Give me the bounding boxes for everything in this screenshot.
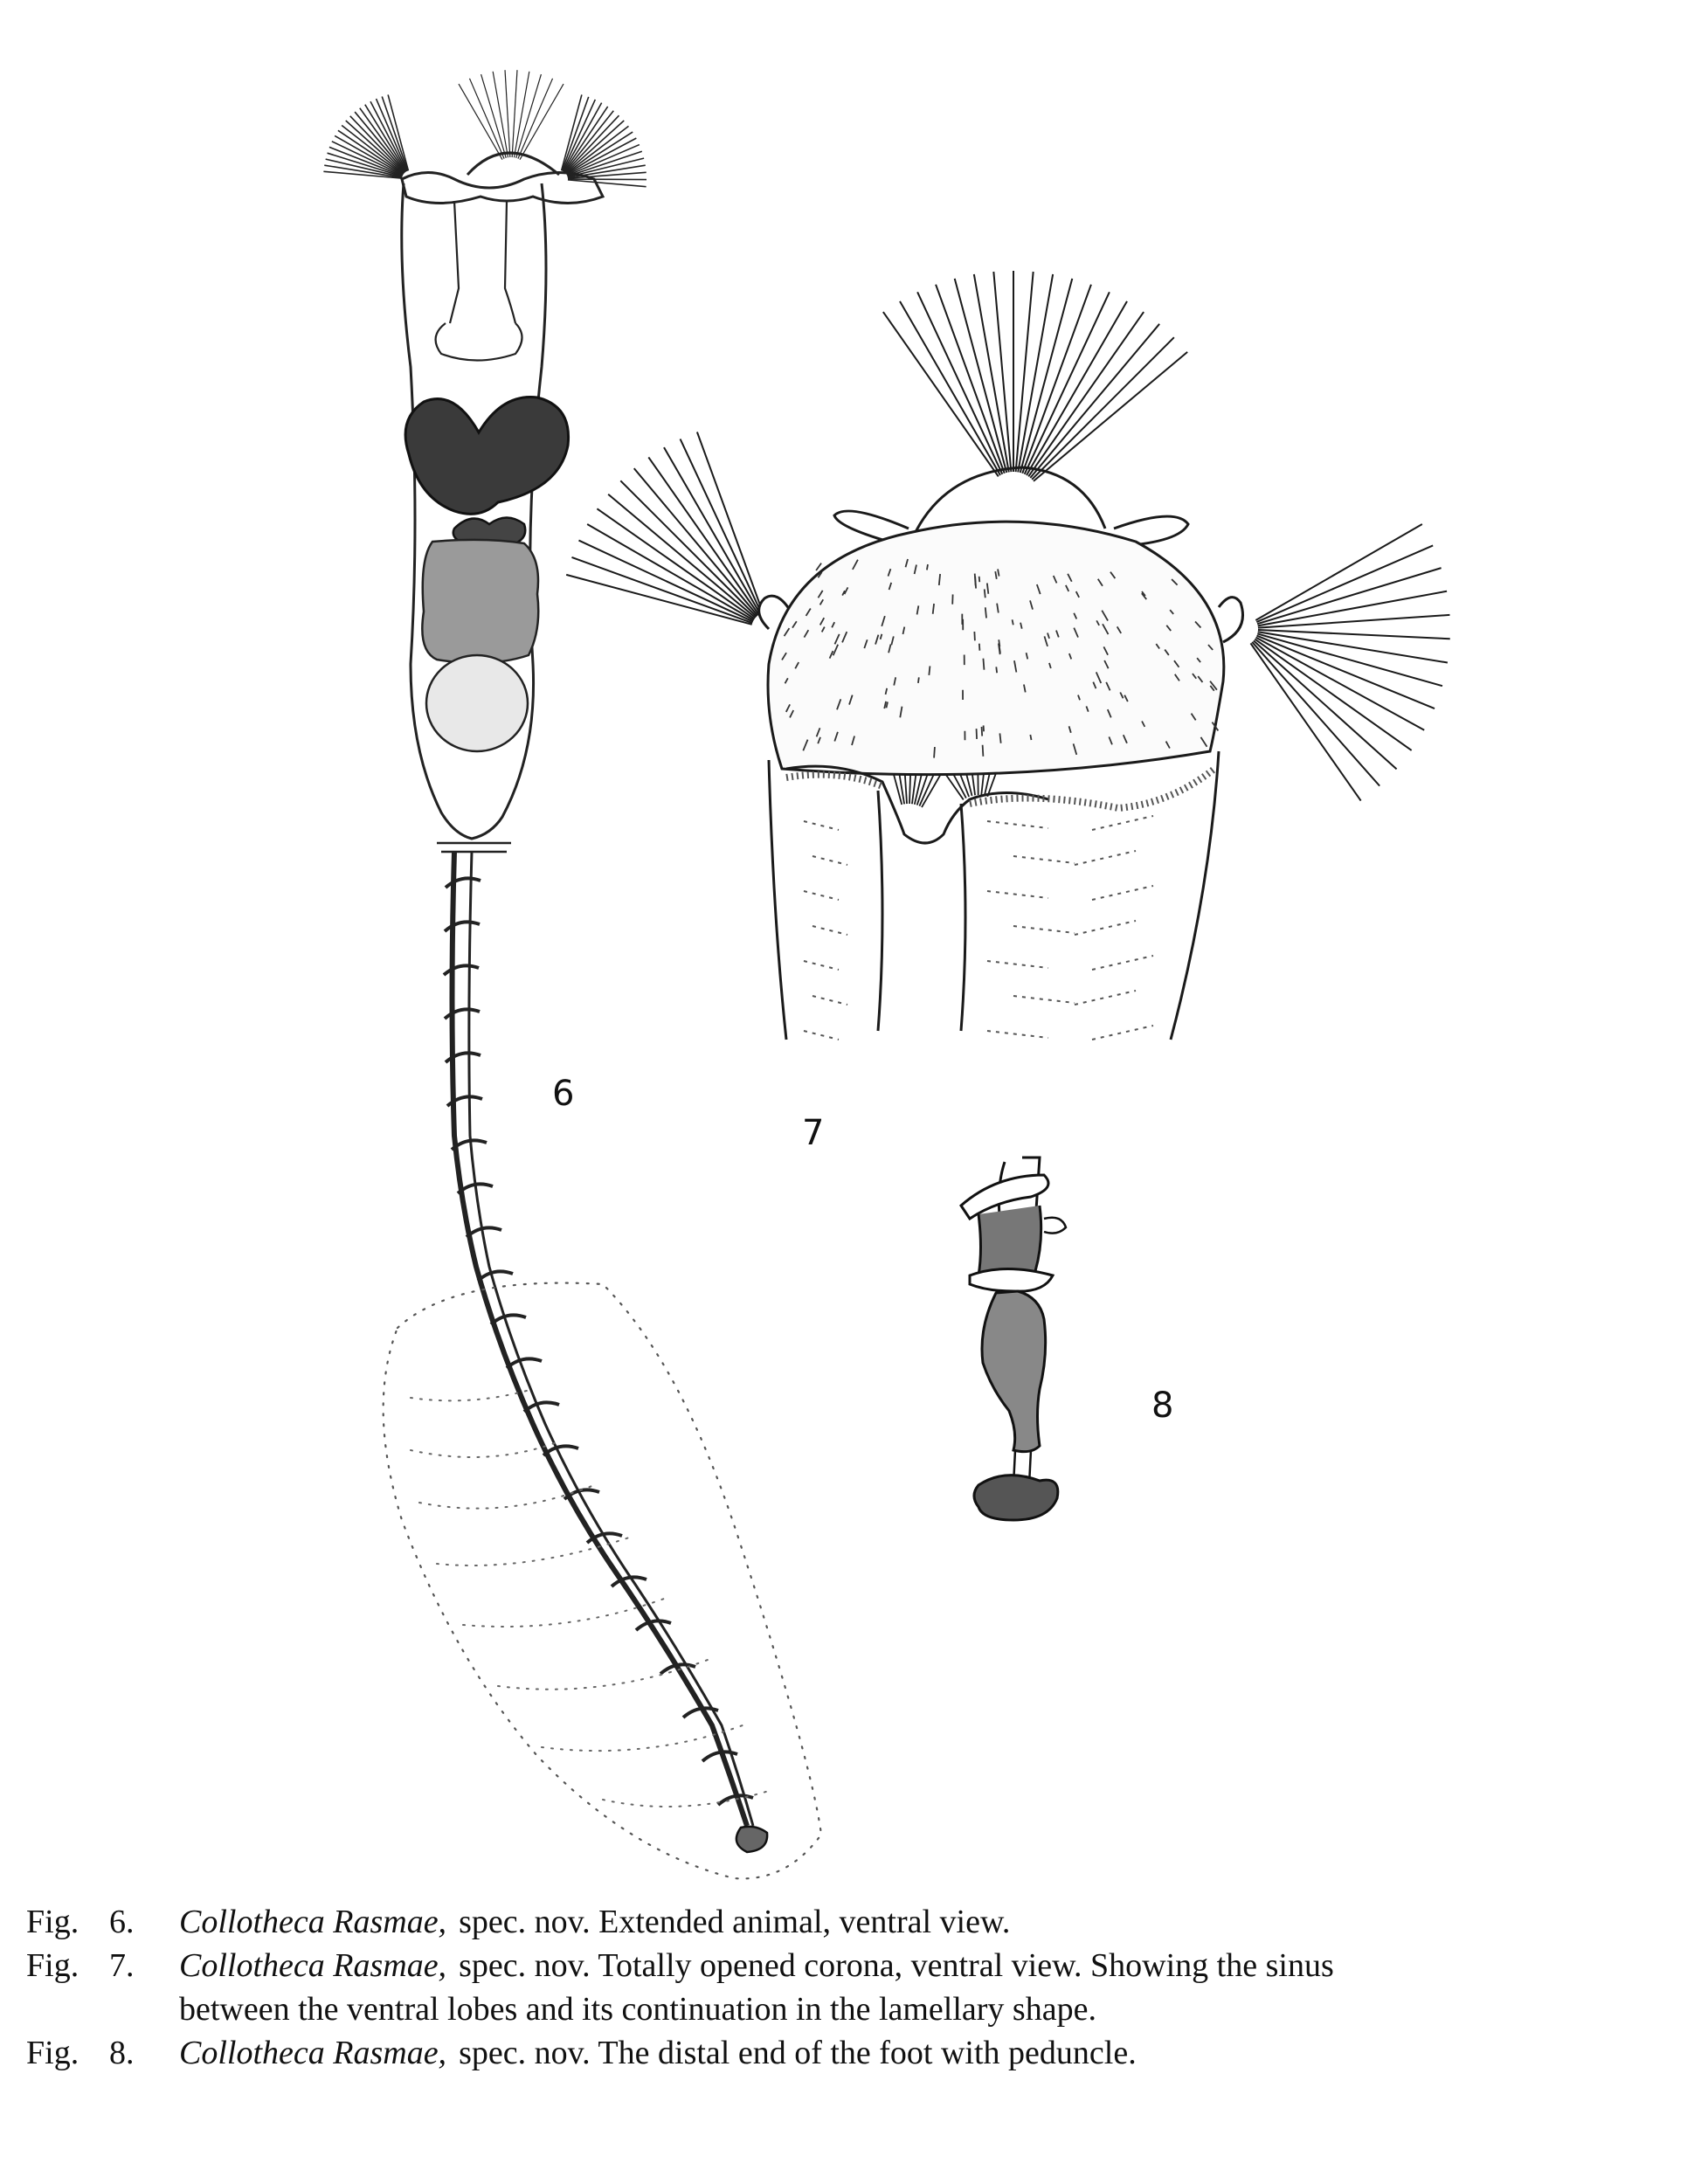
figure-8-foot-peduncle-drawing xyxy=(961,1158,1066,1520)
fig7-hatch-mark xyxy=(999,733,1000,743)
fig7-cilium xyxy=(566,575,752,625)
fig7-hatch-mark xyxy=(983,745,984,757)
fig6-ring xyxy=(445,922,480,931)
fig7-hatch-mark xyxy=(983,659,984,670)
fig6-throat xyxy=(450,201,515,323)
fig7-cilia-right xyxy=(1250,524,1449,801)
fig6-foot-stalk-inner xyxy=(469,852,753,1826)
fig7-cilium xyxy=(1032,337,1174,480)
fig7-hatch-mark xyxy=(927,564,928,570)
fig6-cilium xyxy=(520,84,564,160)
figure-number-8: 8 xyxy=(1151,1386,1174,1426)
fig6-ring xyxy=(478,1271,513,1281)
fig7-tube-mark xyxy=(1075,921,1136,935)
caption-text: spec. nov. Extended animal, ventral view. xyxy=(459,1904,1011,1940)
fig6-ring xyxy=(612,1577,647,1586)
caption-number: 7. xyxy=(109,1947,135,1984)
fig7-tube-mark xyxy=(1013,856,1075,863)
fig7-tube-left xyxy=(769,760,786,1040)
figure-captions xyxy=(26,1900,1669,2075)
caption-text: spec. nov. The distal end of the foot with peduncle. xyxy=(459,2035,1137,2071)
fig7-cilia-top xyxy=(883,271,1187,481)
figure-number-7: 7 xyxy=(802,1113,825,1153)
figure-6-extended-animal-drawing xyxy=(323,70,821,1878)
fig7-tube-mark xyxy=(804,1031,839,1040)
fig7-cilia-left xyxy=(566,432,763,624)
fig7-hatch-mark xyxy=(979,577,980,582)
fig7-cilium xyxy=(578,541,752,622)
fig7-cilium xyxy=(681,439,762,612)
fig7-tube-mark xyxy=(1092,886,1153,900)
caption-fig7 xyxy=(26,1944,1669,1987)
fig6-corona-cap xyxy=(467,153,559,175)
fig7-tube-texture xyxy=(804,816,1153,1040)
fig7-lamella-left xyxy=(878,791,882,1031)
fig6-foot-joint xyxy=(437,843,511,852)
fig7-cilium xyxy=(917,292,1002,473)
fig7-cilium xyxy=(900,301,1000,475)
fig7-tube-mark xyxy=(1075,991,1136,1005)
fig7-tube-mark xyxy=(1075,851,1136,865)
fig7-right-bump xyxy=(1219,598,1243,642)
fig7-cilium xyxy=(1034,352,1187,481)
fig6-cilium xyxy=(481,74,507,158)
fig6-ring xyxy=(444,965,479,975)
fig6-foot-stalk xyxy=(453,852,748,1826)
fig7-hatch-mark xyxy=(982,727,983,736)
fig6-cilium xyxy=(469,79,504,159)
fig7-tube-mark xyxy=(804,821,839,830)
fig6-ring xyxy=(491,1315,526,1324)
fig7-hatch-mark xyxy=(1030,735,1031,740)
fig7-cilium xyxy=(1016,272,1034,472)
caption-prefix: Fig. xyxy=(26,1904,80,1940)
fig6-cilium xyxy=(518,79,553,159)
fig6-ring xyxy=(683,1708,718,1717)
caption-fig7-continuation: between the ventral lobes and its continuation in the lamellary shape. xyxy=(179,1991,1096,2028)
fig7-tube-mark xyxy=(1092,1026,1153,1040)
figure-number-6: 6 xyxy=(552,1074,575,1114)
caption-species: Collotheca Rasmae, xyxy=(179,1947,447,1984)
fig7-cilium xyxy=(634,468,757,616)
caption-prefix: Fig. xyxy=(26,1947,80,1984)
fig7-hatch-mark xyxy=(974,632,975,640)
fig7-tube-mark xyxy=(812,996,847,1005)
fig6-cilium xyxy=(459,84,502,160)
caption-prefix: Fig. xyxy=(26,2035,80,2071)
fig6-peduncle xyxy=(736,1827,767,1852)
fig8-peduncle-disc xyxy=(974,1476,1058,1520)
fig7-cilium xyxy=(936,285,1005,473)
fig6-throat-chamber xyxy=(436,323,522,361)
fig6-intestine xyxy=(422,540,538,663)
fig7-tube-mark xyxy=(804,891,839,900)
fig7-hatch-mark xyxy=(929,666,930,674)
fig7-cilium xyxy=(883,312,999,476)
fig7-tube-mark xyxy=(812,926,847,935)
fig6-stomach xyxy=(405,397,568,515)
caption-fig6 xyxy=(26,1900,1669,1944)
fig7-rim-band-right xyxy=(970,769,1214,808)
fig6-cilia-top xyxy=(459,70,564,159)
fig7-tube-mark xyxy=(804,961,839,970)
fig6-dotted-case xyxy=(384,1283,821,1879)
caption-fig8 xyxy=(26,2031,1669,2075)
fig7-tube-mark xyxy=(987,1031,1048,1038)
fig7-cilium xyxy=(993,272,1011,472)
fig6-cilium xyxy=(568,180,647,187)
fig7-tube-mark xyxy=(1013,926,1075,933)
fig7-cilium xyxy=(1027,301,1127,475)
fig7-tube-mark xyxy=(1092,816,1153,830)
fig7-tube-mark xyxy=(1092,956,1153,970)
fig8-side-knob xyxy=(1044,1218,1066,1234)
fig7-cilium xyxy=(1258,630,1450,639)
fig7-tube-mark xyxy=(1013,996,1075,1003)
fig7-cilium xyxy=(608,494,756,618)
fig6-spiral-rings xyxy=(444,878,753,1805)
fig6-cilium xyxy=(567,145,640,176)
fig7-tube-mark xyxy=(987,961,1048,968)
caption-text: spec. nov. Totally opened corona, ventral view. Showing the sinus xyxy=(459,1947,1334,1984)
fig7-hatch-mark xyxy=(816,563,821,570)
fig7-lamella-right xyxy=(961,804,965,1031)
fig7-cilium xyxy=(1256,638,1425,730)
caption-number: 6. xyxy=(109,1904,135,1940)
fig7-hatch-mark xyxy=(934,747,935,757)
fig6-cilium xyxy=(516,74,542,158)
fig8-bulge xyxy=(982,1291,1046,1452)
caption-species: Collotheca Rasmae, xyxy=(179,2035,447,2071)
fig7-tube-mark xyxy=(987,891,1048,898)
fig6-cilia-left xyxy=(323,94,408,178)
fig6-case-striations xyxy=(411,1389,769,1807)
fig7-tube-mark xyxy=(987,821,1048,828)
fig7-cilium xyxy=(620,480,757,617)
fig7-hatch-mark xyxy=(979,644,980,651)
fig7-cilium xyxy=(1255,524,1422,620)
fig7-hatch-mark xyxy=(985,607,986,618)
caption-species: Collotheca Rasmae, xyxy=(179,1904,447,1940)
fig7-cilium xyxy=(1025,292,1110,473)
fig7-hatch-mark xyxy=(975,574,976,586)
fig6-lower-sac xyxy=(426,655,528,751)
figure-7-opened-corona-drawing xyxy=(566,271,1450,1040)
fig7-cilium xyxy=(1028,312,1144,476)
fig7-hatch-mark xyxy=(996,667,997,673)
fig7-cilium xyxy=(1257,568,1441,624)
fig7-hatch-mark xyxy=(918,677,919,682)
caption-number: 8. xyxy=(109,2035,135,2071)
fig8-ring-mid xyxy=(970,1269,1053,1292)
fig7-tube-mark xyxy=(812,856,847,865)
